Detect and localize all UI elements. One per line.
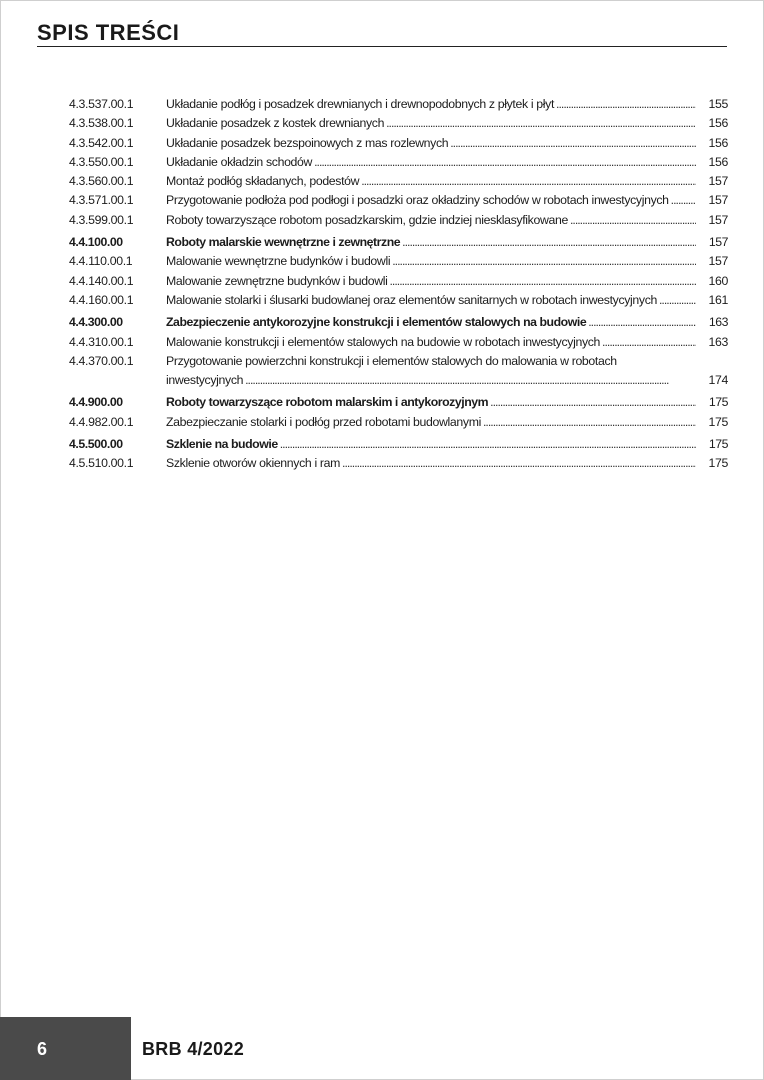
toc-entry-body [166, 272, 698, 291]
toc-entry-code: 4.3.538.00.1 [69, 116, 134, 131]
toc-entry [69, 95, 728, 114]
toc-entry [69, 252, 728, 271]
toc-entry-title: Zabezpieczenie antykorozyjne konstrukcji i elementów stalowych na budowie [166, 315, 587, 330]
toc-dot-leader [392, 252, 696, 271]
toc-dot-leader [556, 95, 696, 114]
toc-entry-code: 4.3.571.00.1 [69, 193, 134, 208]
toc-entry [69, 454, 728, 473]
page-title: SPIS TREŚCI [37, 20, 180, 45]
toc-dot-leader [342, 454, 696, 473]
toc-entry-line [166, 233, 698, 252]
toc-entry-line [166, 393, 698, 412]
toc-entry-title: Malowanie stolarki i ślusarki budowlanej oraz elementów sanitarnych w robotach inwestycyjnych [166, 292, 657, 307]
toc-entry-title: Roboty towarzyszące robotom posadzkarskim, gdzie indziej niesklasyfikowane [166, 212, 568, 227]
toc-entry-line [166, 313, 698, 332]
toc-entry-page: 155 [708, 97, 728, 111]
toc-entry-code: 4.4.300.00 [69, 315, 123, 330]
toc-dot-leader [245, 371, 696, 390]
toc-entry-line [166, 114, 698, 133]
toc-entry [69, 134, 728, 153]
toc-entry-code: 4.4.310.00.1 [69, 334, 134, 349]
toc-entry-page: 161 [708, 292, 728, 307]
toc-entry-line [166, 211, 698, 230]
toc-dot-leader [671, 191, 696, 210]
toc-entry-body [166, 413, 698, 432]
toc-entry-line [166, 153, 698, 172]
toc-entry-title: Układanie podłóg i posadzek drewnianych i drewnopodobnych z płytek i płyt [166, 97, 555, 111]
toc-entry-body [166, 352, 698, 391]
toc-entry-body [166, 153, 698, 172]
toc-entry [69, 172, 728, 191]
toc-entry-page: 157 [708, 212, 728, 227]
toc-entry-line [166, 191, 698, 210]
toc-dot-leader [390, 272, 697, 291]
toc-entry-line [166, 413, 698, 432]
toc-dot-leader [588, 313, 696, 332]
toc-entry-code: 4.4.100.00 [69, 235, 123, 250]
toc-entry [69, 393, 728, 412]
toc-dot-leader [314, 153, 696, 172]
toc-entry-code: 4.3.560.00.1 [69, 174, 134, 189]
toc-entry [69, 352, 728, 391]
toc-entry-line [166, 435, 698, 454]
toc-entry [69, 291, 728, 310]
toc-entry-body [166, 252, 698, 271]
toc-entry-line [166, 333, 698, 352]
toc-entry-page: 157 [708, 254, 728, 269]
toc-entry-title-continued: inwestycyjnych [166, 373, 244, 388]
toc-entry-code: 4.4.982.00.1 [69, 414, 134, 429]
toc-entry-title: Układanie posadzek bezspoinowych z mas rozlewnych [166, 135, 449, 150]
toc-dot-leader [490, 393, 696, 412]
toc-entry-body [166, 114, 698, 133]
toc-entry [69, 211, 728, 230]
toc-entry-body [166, 191, 698, 210]
toc-entry-title: Szklenie otworów okiennych i ram [166, 456, 341, 471]
toc-entry-title: Malowanie wewnętrzne budynków i budowli [166, 254, 391, 269]
toc-entry-line [166, 95, 698, 114]
toc-entry-code: 4.4.900.00 [69, 395, 123, 410]
toc-entry-body [166, 211, 698, 230]
toc-entry [69, 191, 728, 210]
toc-entry-page: 175 [708, 456, 728, 471]
toc-entry-line [166, 172, 698, 191]
toc-entry [69, 153, 728, 172]
toc-entry-title: Przygotowanie powierzchni konstrukcji i elementów stalowych do malowania w robotach [166, 353, 617, 368]
toc-entry-title: Szklenie na budowie [166, 437, 278, 452]
toc-entry-page: 156 [708, 116, 728, 131]
toc-entry-page: 157 [708, 235, 728, 250]
toc-entry [69, 272, 728, 291]
toc-entry-page: 163 [708, 334, 728, 349]
toc-entry [69, 435, 728, 454]
toc-entry-body [166, 95, 698, 114]
toc-entry [69, 233, 728, 252]
toc-entry-page: 157 [708, 193, 728, 208]
toc-entry-page: 174 [708, 373, 728, 388]
toc-dot-leader [602, 333, 696, 352]
toc-entry-line [166, 252, 698, 271]
toc-dot-leader [361, 172, 696, 191]
toc-entry-code: 4.3.537.00.1 [69, 97, 134, 111]
toc-entry-body [166, 291, 698, 310]
table-of-contents [69, 95, 728, 474]
toc-dot-leader [386, 114, 696, 133]
toc-entry [69, 313, 728, 332]
toc-entry-title: Układanie okładzin schodów [166, 154, 313, 169]
toc-entry-code: 4.4.370.00.1 [69, 353, 134, 368]
toc-entry-code: 4.5.500.00 [69, 437, 123, 452]
toc-entry-title: Układanie posadzek z kostek drewnianych [166, 116, 385, 131]
toc-entry [69, 333, 728, 352]
footer-publication: BRB 4/2022 [142, 1039, 245, 1059]
toc-entry-title: Zabezpieczanie stolarki i podłóg przed robotami budowlanymi [166, 414, 481, 429]
toc-entry-code: 4.5.510.00.1 [69, 456, 134, 471]
toc-entry-line [166, 371, 698, 390]
toc-entry [69, 114, 728, 133]
footer-page-number: 6 [37, 1039, 48, 1059]
toc-entry-body [166, 454, 698, 473]
toc-entry-code: 4.3.542.00.1 [69, 135, 134, 150]
toc-entry [69, 413, 728, 432]
toc-entry-title: Montaż podłóg składanych, podestów [166, 174, 360, 189]
toc-entry-page: 157 [708, 174, 728, 189]
toc-entry-page: 163 [708, 315, 728, 330]
toc-dot-leader [402, 233, 696, 252]
toc-entry-code: 4.4.160.00.1 [69, 292, 134, 307]
toc-dot-leader [280, 435, 696, 454]
toc-entry-page: 156 [708, 135, 728, 150]
toc-entry-body [166, 333, 698, 352]
toc-entry-code: 4.3.599.00.1 [69, 212, 134, 227]
toc-entry-body [166, 393, 698, 412]
toc-entry-line [166, 454, 698, 473]
toc-dot-leader [450, 134, 696, 153]
toc-entry-title: Malowanie konstrukcji i elementów stalowych na budowie w robotach inwestycyjnych [166, 334, 601, 349]
toc-entry-body [166, 172, 698, 191]
toc-entry-title: Przygotowanie podłoża pod podłogi i posadzki oraz okładziny schodów w robotach inwestycyjnych [166, 193, 669, 208]
footer-page-block [0, 1017, 131, 1080]
toc-dot-leader [570, 211, 696, 230]
toc-entry-page: 175 [708, 395, 728, 410]
toc-entry-body [166, 134, 698, 153]
toc-entry-line [166, 272, 698, 291]
toc-entry-body [166, 233, 698, 252]
toc-entry-title: Roboty towarzyszące robotom malarskim i antykorozyjnym [166, 395, 489, 410]
toc-entry-line [166, 134, 698, 153]
toc-dot-leader [659, 291, 696, 310]
toc-dot-leader [483, 413, 696, 432]
toc-entry-title: Roboty malarskie wewnętrzne i zewnętrzne [166, 235, 401, 250]
toc-entry-page: 156 [708, 154, 728, 169]
toc-entry-body [166, 435, 698, 454]
header-rule [37, 46, 727, 47]
toc-entry-body [166, 313, 698, 332]
toc-entry-code: 4.4.110.00.1 [69, 254, 133, 269]
toc-entry-page: 175 [708, 414, 728, 429]
toc-entry-code: 4.4.140.00.1 [69, 273, 134, 288]
toc-entry-page: 175 [708, 437, 728, 452]
toc-entry-line [166, 291, 698, 310]
toc-entry-title: Malowanie zewnętrzne budynków i budowli [166, 273, 388, 288]
toc-entry-page: 160 [708, 273, 728, 288]
toc-entry-code: 4.3.550.00.1 [69, 154, 134, 169]
